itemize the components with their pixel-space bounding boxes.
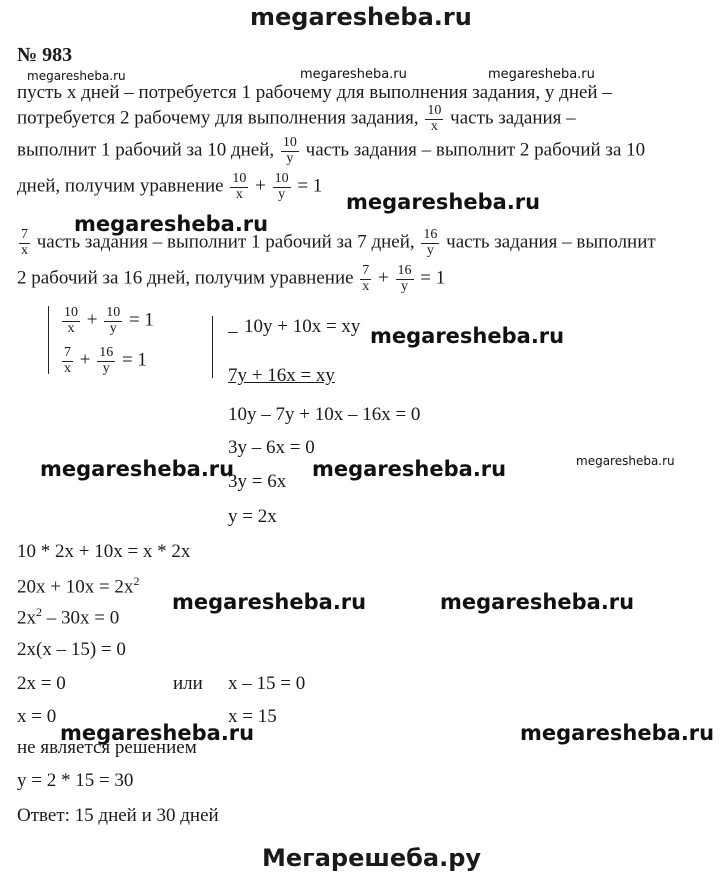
text-line — [17, 228, 656, 258]
solution-line: 10 * 2x + 10x = x * 2x — [17, 541, 191, 562]
system-brace — [212, 316, 213, 378]
watermark: megaresheba.ru — [60, 721, 255, 745]
solution-line: 2x = 0 — [17, 673, 66, 694]
site-footer: Мегарешеба.ру — [262, 844, 482, 872]
text-fragment: выполнит 1 рабочий за 10 дней, — [17, 139, 275, 161]
plus-sign: + — [79, 349, 91, 371]
site-header: megaresheba.ru — [250, 3, 472, 31]
step-line: y = 2x — [228, 506, 277, 527]
fraction: $\frac{16}{y}$ — [397, 263, 412, 294]
watermark: megaresheba.ru — [172, 590, 367, 614]
minus-sign: – — [228, 321, 238, 342]
watermark: megaresheba.ru — [576, 454, 675, 468]
watermark: megaresheba.ru — [74, 212, 269, 236]
answer-line: Ответ: 15 дней и 30 дней — [17, 805, 219, 826]
text-fragment: часть задания – выполнит 1 рабочий за 7 дней, — [36, 231, 415, 253]
system-equation — [60, 306, 154, 336]
text-fragment: = 1 — [128, 309, 154, 331]
fraction: $\frac{7}{x}$ — [362, 263, 370, 294]
plus-sign: + — [255, 175, 266, 197]
watermark: megaresheba.ru — [312, 457, 507, 481]
solution-line: y = 2 * 15 = 30 — [17, 770, 134, 791]
system-brace — [48, 306, 49, 374]
system-equation: 10y + 10x = xy — [244, 316, 361, 337]
solution-line: x – 15 = 0 — [228, 673, 306, 694]
system-equation — [60, 346, 147, 376]
watermark: megaresheba.ru — [346, 190, 541, 214]
plus-sign: + — [86, 309, 98, 331]
plus-sign: + — [378, 267, 389, 289]
watermark: megaresheba.ru — [27, 69, 126, 83]
text-line — [17, 264, 445, 294]
or-label: или — [173, 673, 203, 694]
fraction: $\frac{10}{y}$ — [274, 171, 289, 202]
fraction: $\frac{10}{x}$ — [427, 103, 442, 134]
solution-line: $2x^2 - 30x = 0$ — [17, 605, 120, 629]
text-fragment: часть задания – — [450, 107, 576, 129]
solution-line: x = 15 — [228, 706, 277, 727]
text-fragment: = 1 — [121, 349, 147, 371]
step-line: 3y – 6x = 0 — [228, 437, 315, 458]
fraction: $\frac{7}{x}$ — [21, 227, 28, 258]
text-fragment: = 1 — [420, 267, 446, 289]
watermark: megaresheba.ru — [440, 590, 635, 614]
text-fragment: часть задания – выполнит 2 рабочий за 10 — [305, 139, 646, 161]
watermark: megaresheba.ru — [370, 324, 565, 348]
fraction: $\frac{10}{y}$ — [282, 135, 297, 166]
fraction: $\frac{10}{y}$ — [106, 305, 121, 336]
text-line — [17, 104, 576, 134]
fraction: $\frac{7}{x}$ — [64, 345, 71, 376]
text-fragment: часть задания – выполнит — [446, 231, 656, 253]
text-fragment: 2 рабочий за 16 дней, получим уравнение — [17, 267, 354, 289]
system-equation: 7y + 16x = xy — [228, 365, 335, 386]
text-line — [17, 172, 322, 202]
fraction: $\frac{16}{y}$ — [423, 227, 438, 258]
watermark: megaresheba.ru — [520, 721, 715, 745]
watermark: megaresheba.ru — [40, 457, 235, 481]
solution-line: x = 0 — [17, 706, 57, 727]
text-fragment: потребуется 2 рабочему для выполнения задания, — [17, 107, 419, 129]
solution-line: не является решением — [17, 737, 197, 758]
text-line: пусть x дней – потребуется 1 рабочему для выполнения задания, y дней – — [17, 82, 612, 103]
watermark: megaresheba.ru — [300, 67, 407, 82]
text-fragment: дней, получим уравнение — [17, 175, 224, 197]
solution-line: $20x + 10x = 2x^2$ — [17, 574, 140, 598]
watermark: megaresheba.ru — [488, 67, 595, 82]
step-line: 10y – 7y + 10x – 16x = 0 — [228, 404, 421, 425]
step-line: 3y = 6x — [228, 471, 287, 492]
problem-number: № 983 — [17, 44, 73, 66]
solution-line: 2x(x – 15) = 0 — [17, 639, 126, 660]
text-line — [17, 136, 645, 166]
text-fragment: = 1 — [297, 175, 323, 197]
fraction: $\frac{10}{x}$ — [232, 171, 247, 202]
fraction: $\frac{10}{x}$ — [64, 305, 78, 336]
fraction: $\frac{16}{y}$ — [99, 345, 114, 376]
